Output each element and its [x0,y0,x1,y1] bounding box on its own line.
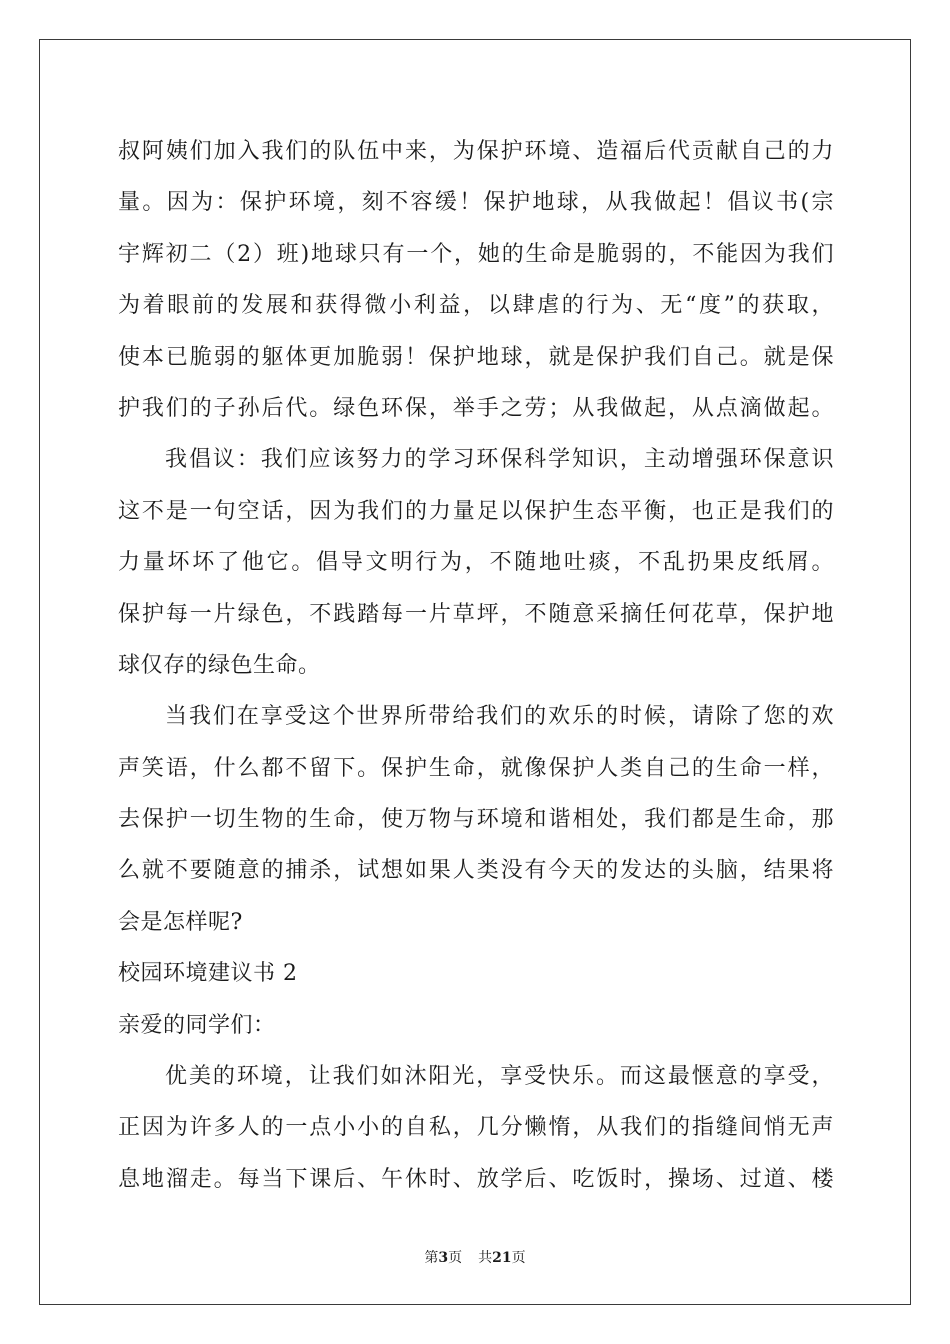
text-line: 会是怎样呢? [118,909,243,935]
total-prefix: 共 [478,1250,493,1266]
text-line: 校园环境建议书 2 [118,961,298,987]
text-line: 量。因为：保护环境，刻不容缓！保护地球，从我做起！倡议书(宗 [118,190,834,216]
total-suffix: 页 [511,1250,526,1266]
text-line: 力量坏坏了他它。倡导文明行为，不随地吐痰，不乱扔果皮纸屑。 [118,550,834,576]
total-pages: 21 [492,1250,512,1266]
text-line: 为着眼前的发展和获得微小利益，以肆虐的行为、无“度”的获取， [118,293,834,319]
text-line: 使本已脆弱的躯体更加脆弱！保护地球，就是保护我们自己。就是保 [118,344,834,370]
text-line: 亲爱的同学们： [118,1012,276,1038]
text-line: 去保护一切生物的生命，使万物与环境和谐相处，我们都是生命，那 [118,807,834,833]
text-line: 优美的环境，让我们如沐阳光，享受快乐。而这最惬意的享受， [165,1064,834,1090]
text-line: 声笑语，什么都不留下。保护生命，就像保护人类自己的生命一样， [118,755,834,781]
text-line: 宇辉初二（2）班)地球只有一个，她的生命是脆弱的，不能因为我们 [118,241,834,267]
text-line: 息地溜走。每当下课后、午休时、放学后、吃饭时，操场、过道、楼 [118,1166,834,1192]
text-line: 当我们在享受这个世界所带给我们的欢乐的时候，请除了您的欢 [165,704,834,730]
text-line: 护我们的子孙后代。绿色环保，举手之劳；从我做起，从点滴做起。 [118,395,834,421]
page-footer [0,1247,950,1267]
text-line: 保护每一片绿色，不践踏每一片草坪，不随意采摘任何花草，保护地 [118,601,834,627]
text-line: 叔阿姨们加入我们的队伍中来，为保护环境、造福后代贡献自己的力 [118,139,834,164]
page-prefix: 第 [424,1250,439,1266]
text-line: 这不是一句空话，因为我们的力量足以保护生态平衡，也正是我们的 [118,498,834,524]
text-line: 正因为许多人的一点小小的自私，几分懒惰，从我们的指缝间悄无声 [118,1115,834,1141]
page-suffix: 页 [448,1250,463,1266]
document-body [118,126,834,1205]
text-line: 么就不要随意的捕杀，试想如果人类没有今天的发达的头脑，结果将 [118,858,834,884]
page-number: 3 [438,1250,449,1266]
text-line: 我倡议：我们应该努力的学习环保科学知识，主动增强环保意识 [165,447,834,473]
text-line: 球仅存的绿色生命。 [118,652,321,678]
